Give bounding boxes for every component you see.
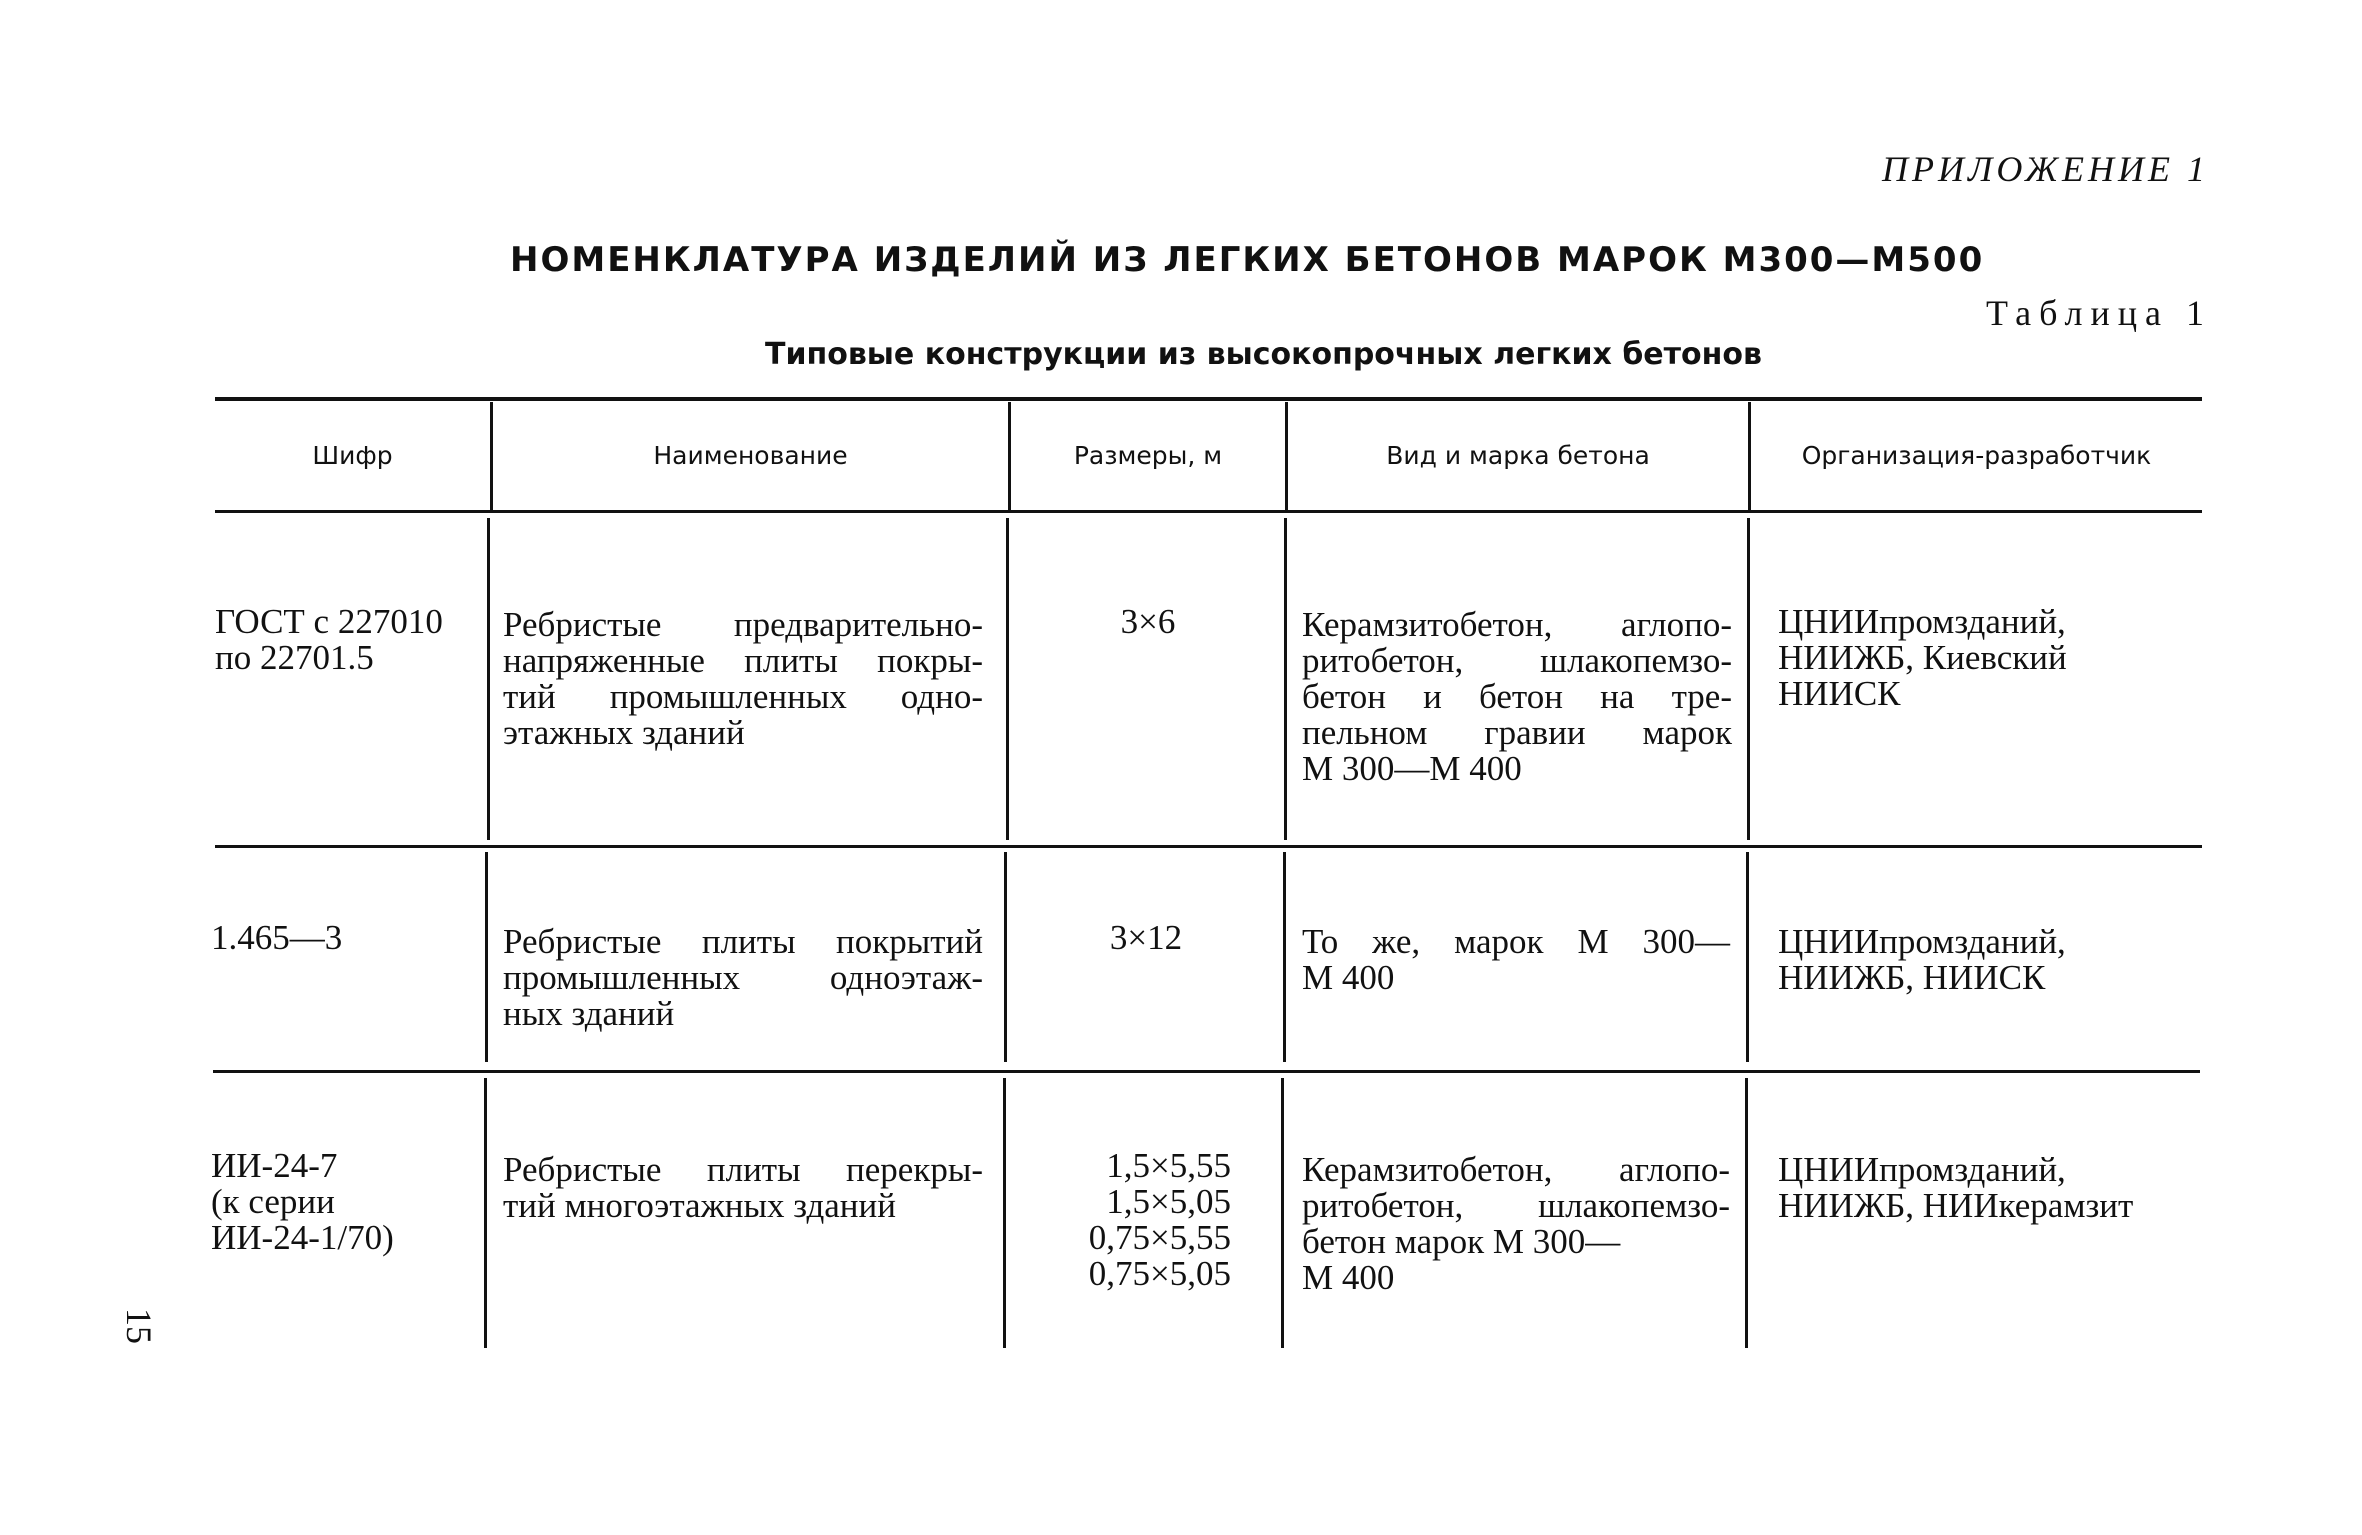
table-subtitle: Типовые конструкции из высокопрочных легких бетонов: [765, 337, 1762, 372]
cell-concrete: [1302, 607, 1732, 787]
cell-line: ных зданий: [503, 994, 675, 1033]
cell-concrete: [1302, 924, 1730, 996]
col-divider: [1283, 852, 1286, 1062]
cell-line: ИИ-24-7: [211, 1146, 338, 1185]
header-bottom-rule: [215, 510, 2202, 513]
cell-line: Ребристые предварительно-: [503, 605, 983, 644]
cell-organization: [1778, 604, 2198, 712]
cell-line: То же, марок М 300—: [1302, 922, 1730, 961]
col-divider: [1746, 852, 1749, 1062]
cell-line: ЦНИИпромзданий,: [1778, 1150, 2066, 1189]
cell-line: этажных зданий: [503, 713, 745, 752]
header-sizes: Размеры, м: [1073, 440, 1223, 470]
cell-code: [211, 920, 481, 956]
cell-code: [215, 604, 485, 676]
cell-line: НИИЖБ, НИИкерамзит: [1778, 1186, 2134, 1225]
page-number: 15: [119, 1308, 159, 1344]
cell-line: по 22701.5: [215, 638, 374, 677]
cell-sizes: [1009, 920, 1283, 956]
col-divider: [1745, 1078, 1748, 1348]
cell-line: НИИЖБ, НИИСК: [1778, 958, 2046, 997]
cell-line: пельном гравии марок: [1302, 713, 1732, 752]
cell-line: 3×12: [1109, 918, 1183, 957]
cell-line: ЦНИИпромзданий,: [1778, 922, 2066, 961]
cell-line: тий промышленных одно-: [503, 677, 983, 716]
col-divider: [1284, 518, 1287, 840]
header-concrete: Вид и марка бетона: [1386, 440, 1650, 470]
cell-organization: [1778, 924, 2198, 996]
cell-concrete: [1302, 1152, 1730, 1296]
cell-line: (к серии: [211, 1182, 335, 1221]
cell-name: [503, 924, 983, 1032]
col-divider: [1004, 852, 1007, 1062]
header-code: Шифр: [312, 440, 393, 470]
cell-line: ИИ-24-1/70): [211, 1218, 394, 1257]
cell-line: НИИСК: [1778, 674, 1901, 713]
cell-line: ЦНИИпромзданий,: [1778, 602, 2066, 641]
cell-organization: [1778, 1152, 2198, 1224]
cell-line: 1.465—3: [211, 918, 343, 957]
col-divider: [484, 1078, 487, 1348]
appendix-label: ПРИЛОЖЕНИЕ 1: [1882, 149, 2209, 189]
cell-line: М 400: [1302, 1258, 1395, 1297]
cell-line: 1,5×5,55: [1106, 1146, 1231, 1185]
col-divider: [1281, 1078, 1284, 1348]
cell-line: М 300—М 400: [1302, 749, 1522, 788]
cell-line: напряженные плиты покры-: [503, 641, 983, 680]
cell-line: промышленных одноэтаж-: [503, 958, 983, 997]
cell-line: Керамзитобетон, аглопо-: [1302, 605, 1732, 644]
document-title: НОМЕНКЛАТУРА ИЗДЕЛИЙ ИЗ ЛЕГКИХ БЕТОНОВ МАРОК М300—М500: [510, 240, 1985, 280]
cell-line: НИИЖБ, Киевский: [1778, 638, 2067, 677]
cell-line: бетон марок М 300—: [1302, 1222, 1621, 1261]
cell-name: [503, 1152, 983, 1224]
col-divider: [485, 852, 488, 1062]
cell-line: ритобетон, шлакопемзо-: [1302, 641, 1732, 680]
table-number: Таблица 1: [1986, 293, 2212, 333]
col-divider: [1006, 518, 1009, 840]
row-2-bottom-rule: [213, 1070, 2200, 1073]
cell-line: ритобетон, шлакопемзо-: [1302, 1186, 1730, 1225]
col-divider: [1003, 1078, 1006, 1348]
header-organization: Организация-разработчик: [1801, 440, 2152, 470]
cell-line: М 400: [1302, 958, 1395, 997]
cell-sizes: [1011, 604, 1285, 640]
cell-line: 0,75×5,05: [1088, 1254, 1231, 1293]
cell-line: бетон и бетон на тре-: [1302, 677, 1732, 716]
cell-line: 1,5×5,05: [1106, 1182, 1231, 1221]
cell-name: [503, 607, 983, 751]
cell-line: Керамзитобетон, аглопо-: [1302, 1150, 1730, 1189]
cell-line: Ребристые плиты покрытий: [503, 922, 983, 961]
cell-line: Ребристые плиты перекры-: [503, 1150, 983, 1189]
cell-code: [211, 1148, 481, 1256]
cell-line: тий многоэтажных зданий: [503, 1186, 896, 1225]
header-name: Наименование: [653, 440, 848, 470]
cell-line: 3×6: [1120, 602, 1176, 641]
row-1-bottom-rule: [215, 845, 2202, 848]
cell-line: ГОСТ с 227010: [215, 602, 443, 641]
col-divider: [487, 518, 490, 840]
cell-line: 0,75×5,55: [1088, 1218, 1231, 1257]
cell-sizes: [1011, 1148, 1231, 1292]
col-divider: [1747, 518, 1750, 840]
